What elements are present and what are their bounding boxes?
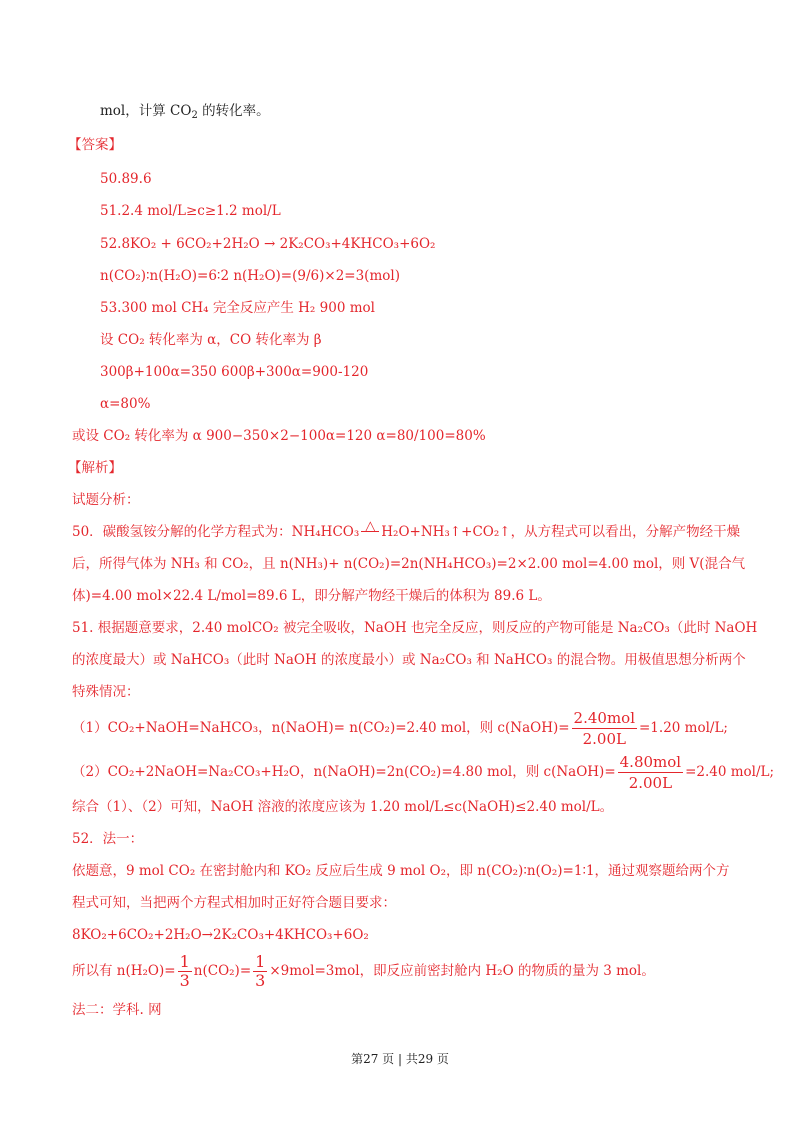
p51-case1-post: =1.20 mol/L; — [639, 720, 728, 736]
analysis-intro: 试题分析： — [72, 492, 140, 508]
p51-case1-numerator: 2.40mol — [573, 709, 635, 727]
p51-case1-pre: （1）CO₂+NaOH=NaHCO₃，n(NaOH)= n(CO₂)=2.40 mol，则 c(NaOH)= — [72, 720, 570, 736]
analysis-header: 【解析】 — [68, 460, 122, 476]
p52-fraction-1-den: 3 — [179, 971, 190, 990]
p52-equation: 8KO₂+6CO₂+2H₂O→2K₂CO₃+4KHCO₃+6O₂ — [72, 927, 369, 943]
p51-case2-fraction — [618, 752, 683, 793]
p52-fraction-2-den: 3 — [255, 971, 266, 990]
heat-delta-icon: △ — [359, 522, 381, 542]
answer-50: 50.89.6 — [100, 171, 152, 187]
p51-case1-fraction — [572, 708, 637, 749]
p52-line1: 52．法一： — [72, 831, 144, 847]
answer-53-line4: α=80% — [100, 396, 151, 412]
p52-line4-a: 所以有 n(H₂O)= — [72, 963, 176, 979]
p52-fraction-1 — [178, 953, 192, 990]
answer-header: 【答案】 — [68, 137, 122, 153]
p50-line1 — [72, 518, 741, 542]
p51-line1: 51. 根据题意要求，2.40 molCO₂ 被完全吸收，NaOH 也完全反应，则反应的产物可能是 Na₂CO₃（此时 NaOH — [72, 620, 758, 636]
p51-line2: 的浓度最大）或 NaHCO₃（此时 NaOH 的浓度最小）或 Na₂CO₃ 和 NaHCO₃ 的混合物。用极值思想分析两个 — [72, 652, 746, 668]
p52-line4 — [72, 951, 655, 991]
p52-line2: 依题意，9 mol CO₂ 在密封舱内和 KO₂ 反应后生成 9 mol O₂，即 n(CO₂)∶n(O₂)=1∶1，通过观察题给两个方 — [72, 863, 730, 879]
p51-case2-post: =2.40 mol/L; — [685, 764, 775, 780]
p51-case1 — [72, 708, 728, 749]
p52-fraction-2-num: 1 — [255, 952, 266, 971]
answer-53-line1: 53.300 mol CH₄ 完全反应产生 H₂ 900 mol — [100, 300, 375, 316]
page-footer: 第27 页 | 共29 页 — [351, 1052, 449, 1066]
p51-case2-numerator: 4.80mol — [619, 753, 682, 771]
p50-line2: 后，所得气体为 NH₃ 和 CO₂，且 n(NH₃)+ n(CO₂)=2n(NH₄HCO₃)=2×2.00 mol=4.00 mol，则 V(混合气 — [72, 556, 746, 572]
p52-line3: 程式可知，当把两个方程式相加时正好符合题目要求： — [72, 895, 396, 911]
p50-line1-b: H₂O+NH₃↑+CO₂↑，从方程式可以看出，分解产物经干燥 — [381, 524, 741, 540]
p51-line3: 特殊情况： — [72, 684, 140, 700]
intro-line: mol，计算 $CO_2$ 的转化率。 — [100, 103, 270, 121]
answer-52-ratio: n(CO₂)∶n(H₂O)=6∶2 n(H₂O)=(9/6)×2=3(mol) — [100, 268, 400, 284]
answer-53-line3: 300β+100α=350 600β+300α=900-120 — [100, 364, 369, 380]
p50-line1-a: 50．碳酸氢铵分解的化学方程式为：NH₄HCO₃ — [72, 524, 360, 540]
p52-fraction-1-num: 1 — [179, 952, 190, 971]
p50-line3: 体)=4.00 mol×22.4 L/mol=89.6 L，即分解产物经干燥后的体积为 89.6 L。 — [72, 588, 551, 604]
p51-case2-denominator: 2.00L — [628, 774, 673, 792]
answer-52-equation: 52.8KO₂ + 6CO₂+2H₂O → 2K₂CO₃+4KHCO₃+6O₂ — [100, 236, 436, 252]
answer-53-line2: 设 CO₂ 转化率为 α，CO 转化率为 β — [100, 332, 322, 348]
p51-case1-denominator: 2.00L — [582, 730, 626, 748]
p51-case2-pre: （2）CO₂+2NaOH=Na₂CO₃+H₂O，n(NaOH)=2n(CO₂)=4.80 mol，则 c(NaOH)= — [72, 764, 616, 780]
intro-text-a: mol，计算 CO — [100, 103, 192, 119]
p51-case2 — [72, 752, 774, 793]
intro-text-b: 的转化率。 — [202, 103, 270, 119]
answer-51: 51.2.4 mol/L≥c≥1.2 mol/L — [100, 203, 281, 219]
p51-summary: 综合（1）、（2）可知，NaOH 溶液的浓度应该为 1.20 mol/L≤c(NaOH)≤2.40 mol/L。 — [72, 799, 614, 815]
p52-method2: 法二：学科. 网 — [72, 1002, 162, 1018]
answer-53-line5: 或设 CO₂ 转化率为 α 900−350×2−100α=120 α=80/100=80% — [72, 428, 486, 444]
p52-fraction-2 — [253, 953, 267, 990]
p52-line4-c: ×9mol=3mol，即反应前密封舱内 H₂O 的物质的量为 3 mol。 — [269, 963, 655, 979]
p52-line4-b: n(CO₂)= — [193, 963, 252, 979]
